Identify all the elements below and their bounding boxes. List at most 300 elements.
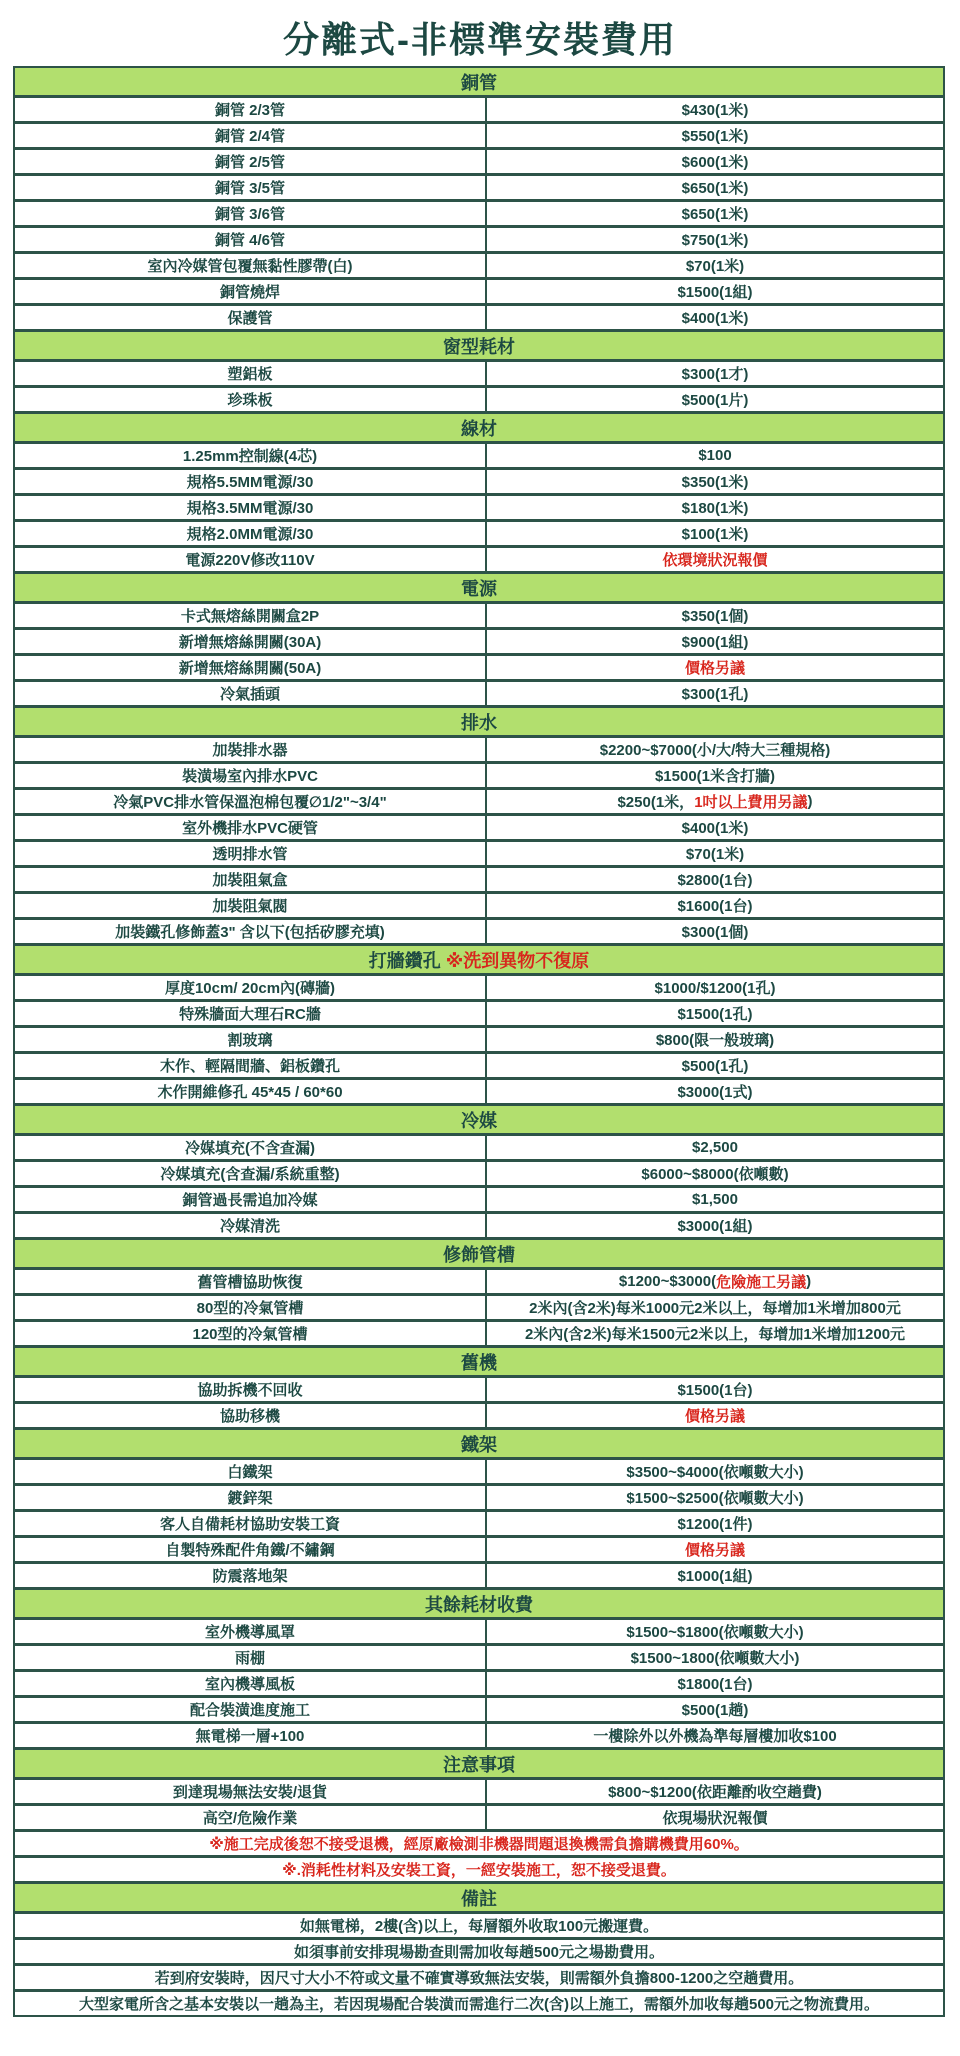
- table-row: [15, 388, 943, 414]
- item-text: 舊管槽協助恢復: [197, 1274, 303, 1291]
- price-cell: [487, 202, 943, 225]
- item-cell: [15, 976, 487, 999]
- price-cell: [487, 630, 943, 653]
- section-header-text: 電源: [461, 578, 497, 599]
- item-cell: [15, 816, 487, 839]
- item-text: 銅管 2/3管: [214, 102, 286, 119]
- table-row: [15, 202, 943, 228]
- price-cell: [487, 362, 943, 385]
- item-cell: [15, 1486, 487, 1509]
- item-cell: [15, 548, 487, 571]
- item-text: 規格5.5MM電源/30: [186, 474, 314, 491]
- price-red-text: 依環境狀況報價: [662, 552, 768, 569]
- price-cell: [487, 604, 943, 627]
- price-cell: [487, 1136, 943, 1159]
- item-text: 冷氣PVC排水管保溫泡棉包覆∅1/2"~3/4": [113, 794, 387, 811]
- item-cell: [15, 496, 487, 519]
- note-text: 如須事前安排現場勘查則需加收每趟500元之場勘費用。: [293, 1944, 665, 1961]
- table-row: [15, 280, 943, 306]
- price-text: $600(1米): [681, 154, 749, 171]
- price-cell: [487, 176, 943, 199]
- price-text: $800(限一般玻璃): [655, 1032, 775, 1049]
- item-text: 120型的冷氣管槽: [192, 1326, 308, 1343]
- item-text: 冷媒填充(含查漏/系統重整): [160, 1166, 340, 1183]
- table-row: [15, 842, 943, 868]
- item-text: 銅管燒焊: [219, 284, 280, 301]
- item-text: 80型的冷氣管槽: [196, 1300, 304, 1317]
- table-row: [15, 1646, 943, 1672]
- page-title: 分離式-非標準安裝費用: [283, 19, 677, 60]
- item-cell: [15, 604, 487, 627]
- price-text: $250(1米，: [617, 794, 695, 811]
- item-cell: [15, 280, 487, 303]
- price-text: $100: [698, 447, 732, 464]
- price-cell: [487, 124, 943, 147]
- table-row: [15, 1162, 943, 1188]
- price-text: $6000~$8000(依噸數): [641, 1166, 789, 1183]
- table-row: [15, 1992, 943, 2015]
- table-row: [15, 1832, 943, 1858]
- item-cell: [15, 1188, 487, 1211]
- item-cell: [15, 842, 487, 865]
- price-cell: [487, 388, 943, 411]
- item-text: 客人自備耗材協助安裝工資: [159, 1516, 340, 1533]
- price-text: $350(1個): [681, 608, 749, 625]
- price-text: $550(1米): [681, 128, 749, 145]
- item-text: 防震落地架: [212, 1568, 288, 1585]
- table-row: [15, 470, 943, 496]
- section-header: [15, 1590, 943, 1620]
- price-cell: [487, 1512, 943, 1535]
- item-cell: [15, 362, 487, 385]
- table-row: [15, 920, 943, 946]
- item-cell: [15, 1162, 487, 1185]
- price-cell: [487, 1080, 943, 1103]
- item-text: 配合裝潢進度施工: [189, 1702, 310, 1719]
- item-text: 規格2.0MM電源/30: [186, 526, 314, 543]
- table-row: [15, 124, 943, 150]
- item-text: 裝潢場室內排水PVC: [182, 768, 318, 785]
- table-row: [15, 1724, 943, 1750]
- price-red-text: 1吋以上費用另議: [694, 794, 808, 811]
- price-text: 一樓除外以外機為準每層樓加收$100: [593, 1728, 837, 1745]
- price-text: $1000(1組): [677, 1568, 753, 1585]
- price-cell: [487, 1780, 943, 1803]
- price-cell: [487, 1620, 943, 1643]
- item-cell: [15, 1780, 487, 1803]
- section-header: [15, 1106, 943, 1136]
- note-cell: [15, 1858, 943, 1881]
- table-row: [15, 1780, 943, 1806]
- price-cell: [487, 1486, 943, 1509]
- price-text: $2200~$7000(小/大/特大三種規格): [599, 742, 831, 759]
- price-cell: [487, 280, 943, 303]
- price-text: $800~$1200(依距離酌收空趟費): [608, 1784, 822, 1801]
- item-cell: [15, 920, 487, 943]
- price-text: $500(1片): [681, 392, 749, 409]
- price-cell: [487, 98, 943, 121]
- note-cell: [15, 1832, 943, 1855]
- item-cell: [15, 124, 487, 147]
- item-text: 白鐵架: [227, 1464, 273, 1481]
- note-text: 大型家電所含之基本安裝以一趟為主，若因現場配合裝潢而需進行二次(含)以上施工，需額外加收每趟500元之物流費用。: [78, 1996, 880, 2013]
- item-cell: [15, 202, 487, 225]
- item-text: 割玻璃: [227, 1032, 273, 1049]
- price-text: $3000(1組): [677, 1218, 753, 1235]
- price-text: $300(1孔): [681, 686, 749, 703]
- price-cell: [487, 1404, 943, 1427]
- price-text: $350(1米): [681, 474, 749, 491]
- price-text: $100(1米): [681, 526, 749, 543]
- table-row: [15, 1404, 943, 1430]
- price-cell: [487, 976, 943, 999]
- table-row: [15, 816, 943, 842]
- section-header-text: 注意事項: [443, 1754, 515, 1775]
- item-text: 保護管: [227, 310, 273, 327]
- item-text: 協助移機: [219, 1408, 280, 1425]
- section-header-text: 舊機: [461, 1352, 497, 1373]
- price-cell: [487, 816, 943, 839]
- item-text: 室內機導風板: [204, 1676, 295, 1693]
- section-header: [15, 1750, 943, 1780]
- price-text: 2米內(含2米)每米1500元2米以上，每增加1米增加1200元: [524, 1326, 906, 1343]
- item-cell: [15, 254, 487, 277]
- table-row: [15, 1698, 943, 1724]
- price-text: $1500(1孔): [677, 1006, 753, 1023]
- item-text: 到達現場無法安裝/退貨: [172, 1784, 328, 1801]
- table-row: [15, 894, 943, 920]
- item-text: 無電梯一層+100: [195, 1728, 305, 1745]
- price-cell: [487, 1054, 943, 1077]
- price-text: $2800(1台): [677, 872, 753, 889]
- table-row: [15, 150, 943, 176]
- section-header: [15, 946, 943, 976]
- section-header-text: 備註: [461, 1888, 497, 1909]
- section-header: [15, 1348, 943, 1378]
- item-cell: [15, 228, 487, 251]
- item-text: 1.25mm控制線(4芯): [182, 448, 318, 465]
- price-cell: [487, 682, 943, 705]
- price-cell: [487, 1724, 943, 1747]
- price-text: $400(1米): [681, 310, 749, 327]
- item-cell: [15, 150, 487, 173]
- item-cell: [15, 1512, 487, 1535]
- section-header-text: 線材: [461, 418, 497, 439]
- price-text: $430(1米): [681, 102, 749, 119]
- item-cell: [15, 1214, 487, 1237]
- item-cell: [15, 522, 487, 545]
- item-text: 雨棚: [234, 1650, 265, 1667]
- table-row: [15, 362, 943, 388]
- price-table: [13, 66, 945, 2017]
- price-text: $1200(1件): [677, 1516, 753, 1533]
- price-cell: [487, 1564, 943, 1587]
- item-text: 塑鋁板: [227, 366, 273, 383]
- price-text: $3500~$4000(依噸數大小): [626, 1464, 804, 1481]
- note-text: 如無電梯，2樓(含)以上，每層額外收取100元搬運費。: [299, 1918, 659, 1935]
- item-cell: [15, 470, 487, 493]
- note-red-text: ※.消耗性材料及安裝工資，一經安裝施工，恕不接受退費。: [282, 1862, 676, 1879]
- price-text: $180(1米): [681, 500, 749, 517]
- section-header-text: 冷媒: [461, 1110, 497, 1131]
- price-text: $1500~1800(依噸數大小): [630, 1650, 800, 1667]
- table-row: [15, 98, 943, 124]
- item-cell: [15, 682, 487, 705]
- price-cell: [487, 522, 943, 545]
- section-header-text: 排水: [461, 712, 497, 733]
- item-text: 銅管 3/6管: [214, 206, 286, 223]
- item-text: 新增無熔絲開關(30A): [178, 634, 322, 651]
- price-red-text: 危險施工另議: [716, 1274, 807, 1291]
- note-red-text: ※施工完成後恕不接受退機，經原廠檢測非機器問題退換機需負擔購機費用60%。: [209, 1836, 749, 1853]
- item-text: 規格3.5MM電源/30: [186, 500, 314, 517]
- price-cell: [487, 150, 943, 173]
- item-text: 加裝排水器: [212, 742, 288, 759]
- price-cell: [487, 1538, 943, 1561]
- table-row: [15, 1080, 943, 1106]
- item-cell: [15, 1136, 487, 1159]
- note-cell: [15, 1914, 943, 1937]
- section-header: [15, 574, 943, 604]
- section-header-text: 其餘耗材收費: [425, 1594, 533, 1615]
- price-red-text: 價格另議: [684, 1542, 745, 1559]
- note-cell: [15, 1966, 943, 1989]
- item-text: 銅管過長需追加冷媒: [182, 1192, 318, 1209]
- section-header: [15, 1884, 943, 1914]
- price-text: ): [807, 793, 813, 810]
- item-cell: [15, 764, 487, 787]
- price-cell: [487, 306, 943, 329]
- table-row: [15, 764, 943, 790]
- item-text: 銅管 3/5管: [214, 180, 286, 197]
- table-row: [15, 228, 943, 254]
- price-text: $400(1米): [681, 820, 749, 837]
- price-text: $300(1才): [681, 366, 749, 383]
- table-row: [15, 1914, 943, 1940]
- table-row: [15, 1054, 943, 1080]
- item-text: 冷媒清洗: [219, 1218, 280, 1235]
- item-cell: [15, 1806, 487, 1829]
- price-text: $900(1組): [681, 634, 749, 651]
- item-text: 加裝鐵孔修飾蓋3" 含以下(包括矽膠充填): [115, 924, 385, 941]
- item-cell: [15, 1404, 487, 1427]
- item-cell: [15, 1460, 487, 1483]
- price-cell: [487, 1002, 943, 1025]
- section-header: [15, 332, 943, 362]
- item-text: 加裝阻氣盒: [212, 872, 288, 889]
- price-cell: [487, 1162, 943, 1185]
- item-text: 卡式無熔絲開關盒2P: [180, 608, 320, 625]
- item-cell: [15, 1672, 487, 1695]
- table-row: [15, 548, 943, 574]
- table-row: [15, 1460, 943, 1486]
- table-row: [15, 682, 943, 708]
- price-text: 2米內(含2米)每米1000元2米以上，每增加1米增加800元: [529, 1300, 901, 1317]
- table-row: [15, 444, 943, 470]
- note-cell: [15, 1940, 943, 1963]
- price-cell: [487, 1028, 943, 1051]
- table-row: [15, 868, 943, 894]
- price-text: $1600(1台): [677, 898, 753, 915]
- note-text: 若到府安裝時，因尺寸大小不符或文量不確實導致無法安裝，則需額外負擔800-1200之空趟費用。: [154, 1970, 804, 1987]
- section-header-text: 鐵架: [461, 1434, 497, 1455]
- item-text: 電源220V修改110V: [185, 552, 315, 569]
- item-cell: [15, 630, 487, 653]
- table-row: [15, 1214, 943, 1240]
- table-row: [15, 1188, 943, 1214]
- table-row: [15, 790, 943, 816]
- item-cell: [15, 1296, 487, 1319]
- table-row: [15, 1296, 943, 1322]
- table-row: [15, 1966, 943, 1992]
- table-row: [15, 1940, 943, 1966]
- item-cell: [15, 868, 487, 891]
- price-text: $70(1米): [685, 258, 745, 275]
- price-cell: [487, 842, 943, 865]
- item-text: 高空/危險作業: [202, 1810, 298, 1827]
- item-cell: [15, 790, 487, 813]
- price-cell: [487, 254, 943, 277]
- price-cell: [487, 1378, 943, 1401]
- table-row: [15, 976, 943, 1002]
- table-row: [15, 630, 943, 656]
- table-row: [15, 604, 943, 630]
- item-cell: [15, 1564, 487, 1587]
- table-row: [15, 522, 943, 548]
- price-red-text: 價格另議: [684, 1408, 745, 1425]
- section-header-text: 窗型耗材: [443, 336, 515, 357]
- price-text: ): [806, 1273, 812, 1290]
- price-cell: [487, 790, 943, 813]
- price-text: $1500~$2500(依噸數大小): [626, 1490, 804, 1507]
- table-row: [15, 1620, 943, 1646]
- price-cell: [487, 444, 943, 467]
- item-text: 室內冷媒管包覆無黏性膠帶(白): [147, 258, 353, 275]
- price-red-text: 價格另議: [684, 660, 745, 677]
- item-text: 室外機導風罩: [204, 1624, 295, 1641]
- price-text: $750(1米): [681, 232, 749, 249]
- price-cell: [487, 920, 943, 943]
- item-text: 銅管 2/4管: [214, 128, 286, 145]
- item-cell: [15, 1698, 487, 1721]
- price-text: 依現場狀況報價: [662, 1810, 768, 1827]
- table-row: [15, 1486, 943, 1512]
- table-row: [15, 1858, 943, 1884]
- price-cell: [487, 764, 943, 787]
- item-cell: [15, 176, 487, 199]
- table-row: [15, 306, 943, 332]
- table-row: [15, 496, 943, 522]
- item-text: 木作開維修孔 45*45 / 60*60: [157, 1084, 343, 1101]
- item-cell: [15, 1646, 487, 1669]
- price-text: $1800(1台): [677, 1676, 753, 1693]
- section-header: [15, 1430, 943, 1460]
- item-text: 冷媒填充(不含查漏): [185, 1140, 315, 1157]
- table-row: [15, 1136, 943, 1162]
- price-text: $300(1個): [681, 924, 749, 941]
- table-row: [15, 1002, 943, 1028]
- item-cell: [15, 388, 487, 411]
- price-text: $500(1趟): [681, 1702, 749, 1719]
- item-text: 厚度10cm/ 20cm內(磚牆): [164, 980, 336, 997]
- price-cell: [487, 1296, 943, 1319]
- section-header: [15, 1240, 943, 1270]
- price-cell: [487, 548, 943, 571]
- table-row: [15, 1512, 943, 1538]
- price-text: $1,500: [692, 1191, 738, 1208]
- price-text: $500(1孔): [681, 1058, 749, 1075]
- price-cell: [487, 1188, 943, 1211]
- price-cell: [487, 1646, 943, 1669]
- item-cell: [15, 1322, 487, 1345]
- price-cell: [487, 1322, 943, 1345]
- price-text: $1000/$1200(1孔): [654, 980, 776, 997]
- item-text: 協助拆機不回收: [197, 1382, 303, 1399]
- price-text: $3000(1式): [677, 1084, 753, 1101]
- item-cell: [15, 1002, 487, 1025]
- price-cell: [487, 1460, 943, 1483]
- price-cell: [487, 228, 943, 251]
- item-text: 冷氣插頭: [219, 686, 280, 703]
- item-cell: [15, 444, 487, 467]
- note-cell: [15, 1992, 943, 2015]
- price-cell: [487, 1806, 943, 1829]
- section-header: [15, 414, 943, 444]
- item-text: 特殊牆面大理石RC牆: [179, 1006, 321, 1023]
- table-row: [15, 1378, 943, 1404]
- price-text: $70(1米): [685, 846, 745, 863]
- table-row: [15, 1564, 943, 1590]
- item-cell: [15, 1620, 487, 1643]
- item-cell: [15, 656, 487, 679]
- price-cell: [487, 868, 943, 891]
- section-header: [15, 708, 943, 738]
- item-cell: [15, 738, 487, 761]
- table-row: [15, 254, 943, 280]
- table-row: [15, 1806, 943, 1832]
- item-cell: [15, 306, 487, 329]
- item-text: 新增無熔絲開關(50A): [178, 660, 322, 677]
- item-cell: [15, 98, 487, 121]
- table-row: [15, 1322, 943, 1348]
- table-row: [15, 738, 943, 764]
- table-row: [15, 1270, 943, 1296]
- item-text: 自製特殊配件角鐵/不鏽鋼: [165, 1542, 335, 1559]
- item-text: 銅管 2/5管: [214, 154, 286, 171]
- section-header-red-text: ※洗到異物不復原: [445, 950, 590, 971]
- price-cell: [487, 894, 943, 917]
- item-text: 珍珠板: [227, 392, 273, 409]
- price-cell: [487, 1214, 943, 1237]
- price-text: $1500(1米含打牆): [654, 768, 776, 785]
- item-text: 加裝阻氣閥: [212, 898, 288, 915]
- price-cell: [487, 1698, 943, 1721]
- price-cell: [487, 738, 943, 761]
- item-cell: [15, 1724, 487, 1747]
- table-row: [15, 1672, 943, 1698]
- price-text: $650(1米): [681, 206, 749, 223]
- section-header: [15, 68, 943, 98]
- item-text: 鍍鋅架: [227, 1490, 273, 1507]
- item-text: 銅管 4/6管: [214, 232, 286, 249]
- section-header-text: 打牆鑽孔: [368, 950, 446, 971]
- table-row: [15, 1028, 943, 1054]
- price-cell: [487, 496, 943, 519]
- price-text: $1500~$1800(依噸數大小): [626, 1624, 804, 1641]
- item-cell: [15, 1028, 487, 1051]
- table-row: [15, 176, 943, 202]
- price-cell: [487, 656, 943, 679]
